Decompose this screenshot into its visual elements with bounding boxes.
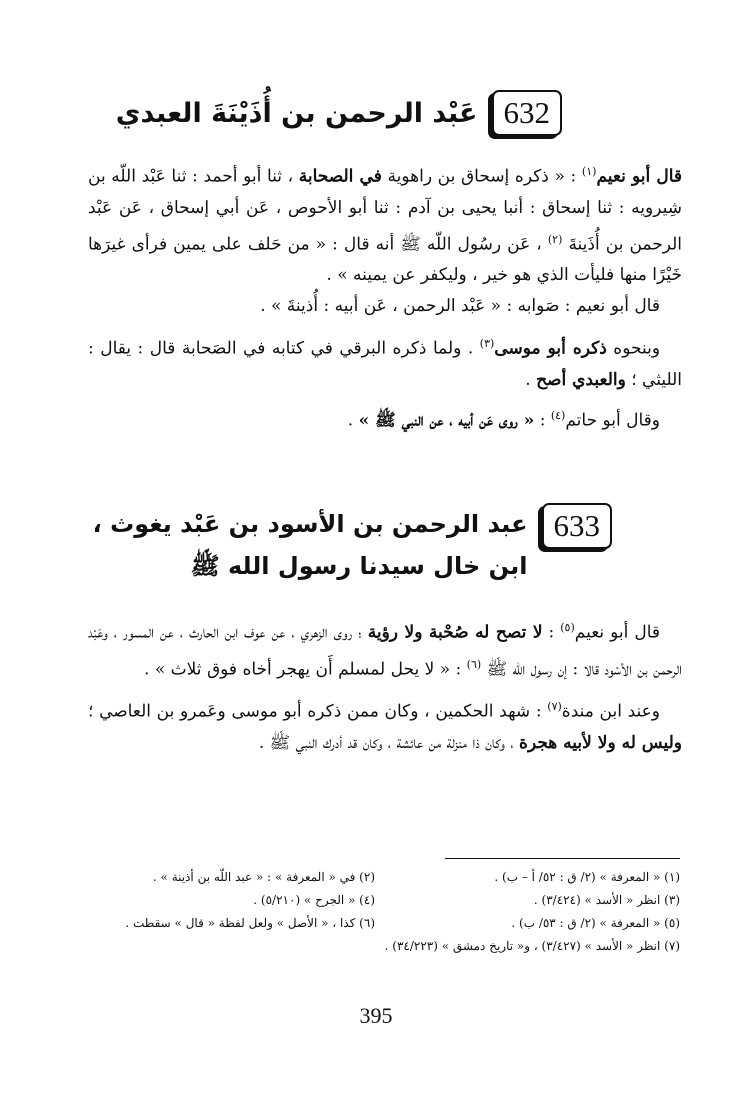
footnote: (٣) انظر « الأسد » (٣/٤٢٤) . (533, 893, 680, 907)
text-bold: قال أبو نعيم (596, 166, 683, 187)
entry-632-body (88, 156, 682, 437)
text: وبنحوه (613, 338, 661, 359)
page-number: 395 (359, 1003, 393, 1028)
paragraph (88, 612, 682, 685)
text: : شهد الحكمين ، وكان ممن ذكره أبو موسى وعَمرو بن العاصي ؛ (88, 701, 542, 722)
footnotes (70, 866, 680, 958)
text: ؛ روى الزهري ، عن عوف ابن الحارث ، عن المسور ، وعَبْد الرحمن بن الأسْود قالا : إن رسول اللّه ﷺ (88, 622, 682, 680)
text: ، ثنا أبو أحمد : ثنا عَبْد اللّه بن شِيرويه : ثنا إسحاق : أنبا يحيى بن آدم : ثنا أبو الأحوص ، عَن أبي إسحاق ، عَن عَبْد الرحمن بن أُذَينةَ (88, 166, 683, 255)
text-bold: وليس له ولا لأبيه هجرة (519, 732, 682, 753)
footnote-ref: (٦) (466, 657, 482, 671)
text: وعند ابن مندة (561, 701, 661, 722)
paragraph (88, 156, 682, 291)
text: ، وكان ذا منزلة من عائشة ، وكان قد أدرك النبي ﷺ . (258, 732, 514, 753)
entry-title-line: ابن خال سيدنا رسول الله ﷺ (190, 552, 528, 580)
footnote: (٤) « الجرح » (٥/٢١٠) . (253, 893, 375, 907)
entry-number-box: 633 (542, 503, 613, 549)
footnote: (٦) كذا ، « الأصل » ولعل لفظة « قال » سقطت . (125, 916, 375, 930)
entry-633-body (88, 612, 682, 759)
entry-title: عَبْد الرحمن بن أُذَيْنَةَ العبدي (115, 97, 478, 129)
footnote-ref: (٣) (479, 337, 495, 351)
footnote: (٥) « المعرفة » (٢/ ق : ٥٣/ ب) . (511, 916, 680, 930)
text: وقال أبو حاتم (565, 410, 660, 431)
entry-number-box: 632 (492, 90, 563, 136)
footnote: (٢) في « المعرفة » : « عبد اللّه بن أذينة » . (152, 870, 375, 884)
text-bold: والعبدي أصح (536, 369, 626, 390)
text-bold: ذكره أبو موسى (494, 338, 607, 359)
entry-title-line: عبد الرحمن بن الأسود بن عَبْد يغوث ، (92, 510, 528, 538)
footnote-row (70, 866, 680, 889)
paragraph (88, 328, 682, 396)
text: : « لا يحل لمسلم أَن يهجر أخاه فوق ثلاث » . (144, 659, 462, 680)
entry-632-heading (116, 90, 562, 136)
text: : (548, 622, 555, 643)
footnote-ref: (١) (581, 165, 597, 178)
footnote-row (70, 889, 680, 912)
entry-633-heading (93, 503, 612, 587)
footnote-ref: (٢) (547, 232, 563, 246)
text-bold: « روى عَن أبيه ، عن النبي ﷺ » (358, 410, 535, 431)
text: . (347, 410, 354, 431)
text: ، عَن رسُول اللّه ﷺ أنه قال : « من حَلف على يمين فرأى غيرَها خَيْرًا منها فليأت الذي هو خير ، وليكفر عن يمينه » . (88, 234, 682, 286)
text-bold: في الصحابة (298, 166, 382, 187)
text: : « ذكره إسحاق بن راهوية (387, 166, 577, 187)
paragraph (88, 400, 682, 437)
text: . ولما ذكره البرقي في كتابه في الصَحابة قال : يقال : الليثي ؛ (88, 338, 682, 390)
text-bold: لا تصح له صُحْبة ولا رؤية (367, 622, 543, 643)
footnote-ref: (٤) (550, 408, 566, 422)
footnote: (١) « المعرفة » (٢/ ق : ٥٢/ أ – ب) . (494, 870, 680, 884)
paragraph: قال أبو نعيم : صَوابه : « عَبْد الرحمن ، عَن أبيه : أُذينةَ » . (260, 296, 660, 317)
footnote-divider (445, 858, 680, 859)
paragraph (88, 691, 682, 759)
footnote-ref: (٧) (547, 700, 562, 714)
entry-title (93, 503, 528, 587)
text: . (525, 369, 531, 390)
footnote: (٧) انظر « الأسد » (٣/٤٢٧) ، و« تاريخ دمشق » (٣٤/٢٢٣) . (384, 939, 680, 953)
text: : (539, 410, 546, 431)
footnote-row (70, 912, 680, 935)
text: قال أبو نعيم (574, 622, 661, 643)
footnote-ref: (٥) (560, 621, 575, 634)
